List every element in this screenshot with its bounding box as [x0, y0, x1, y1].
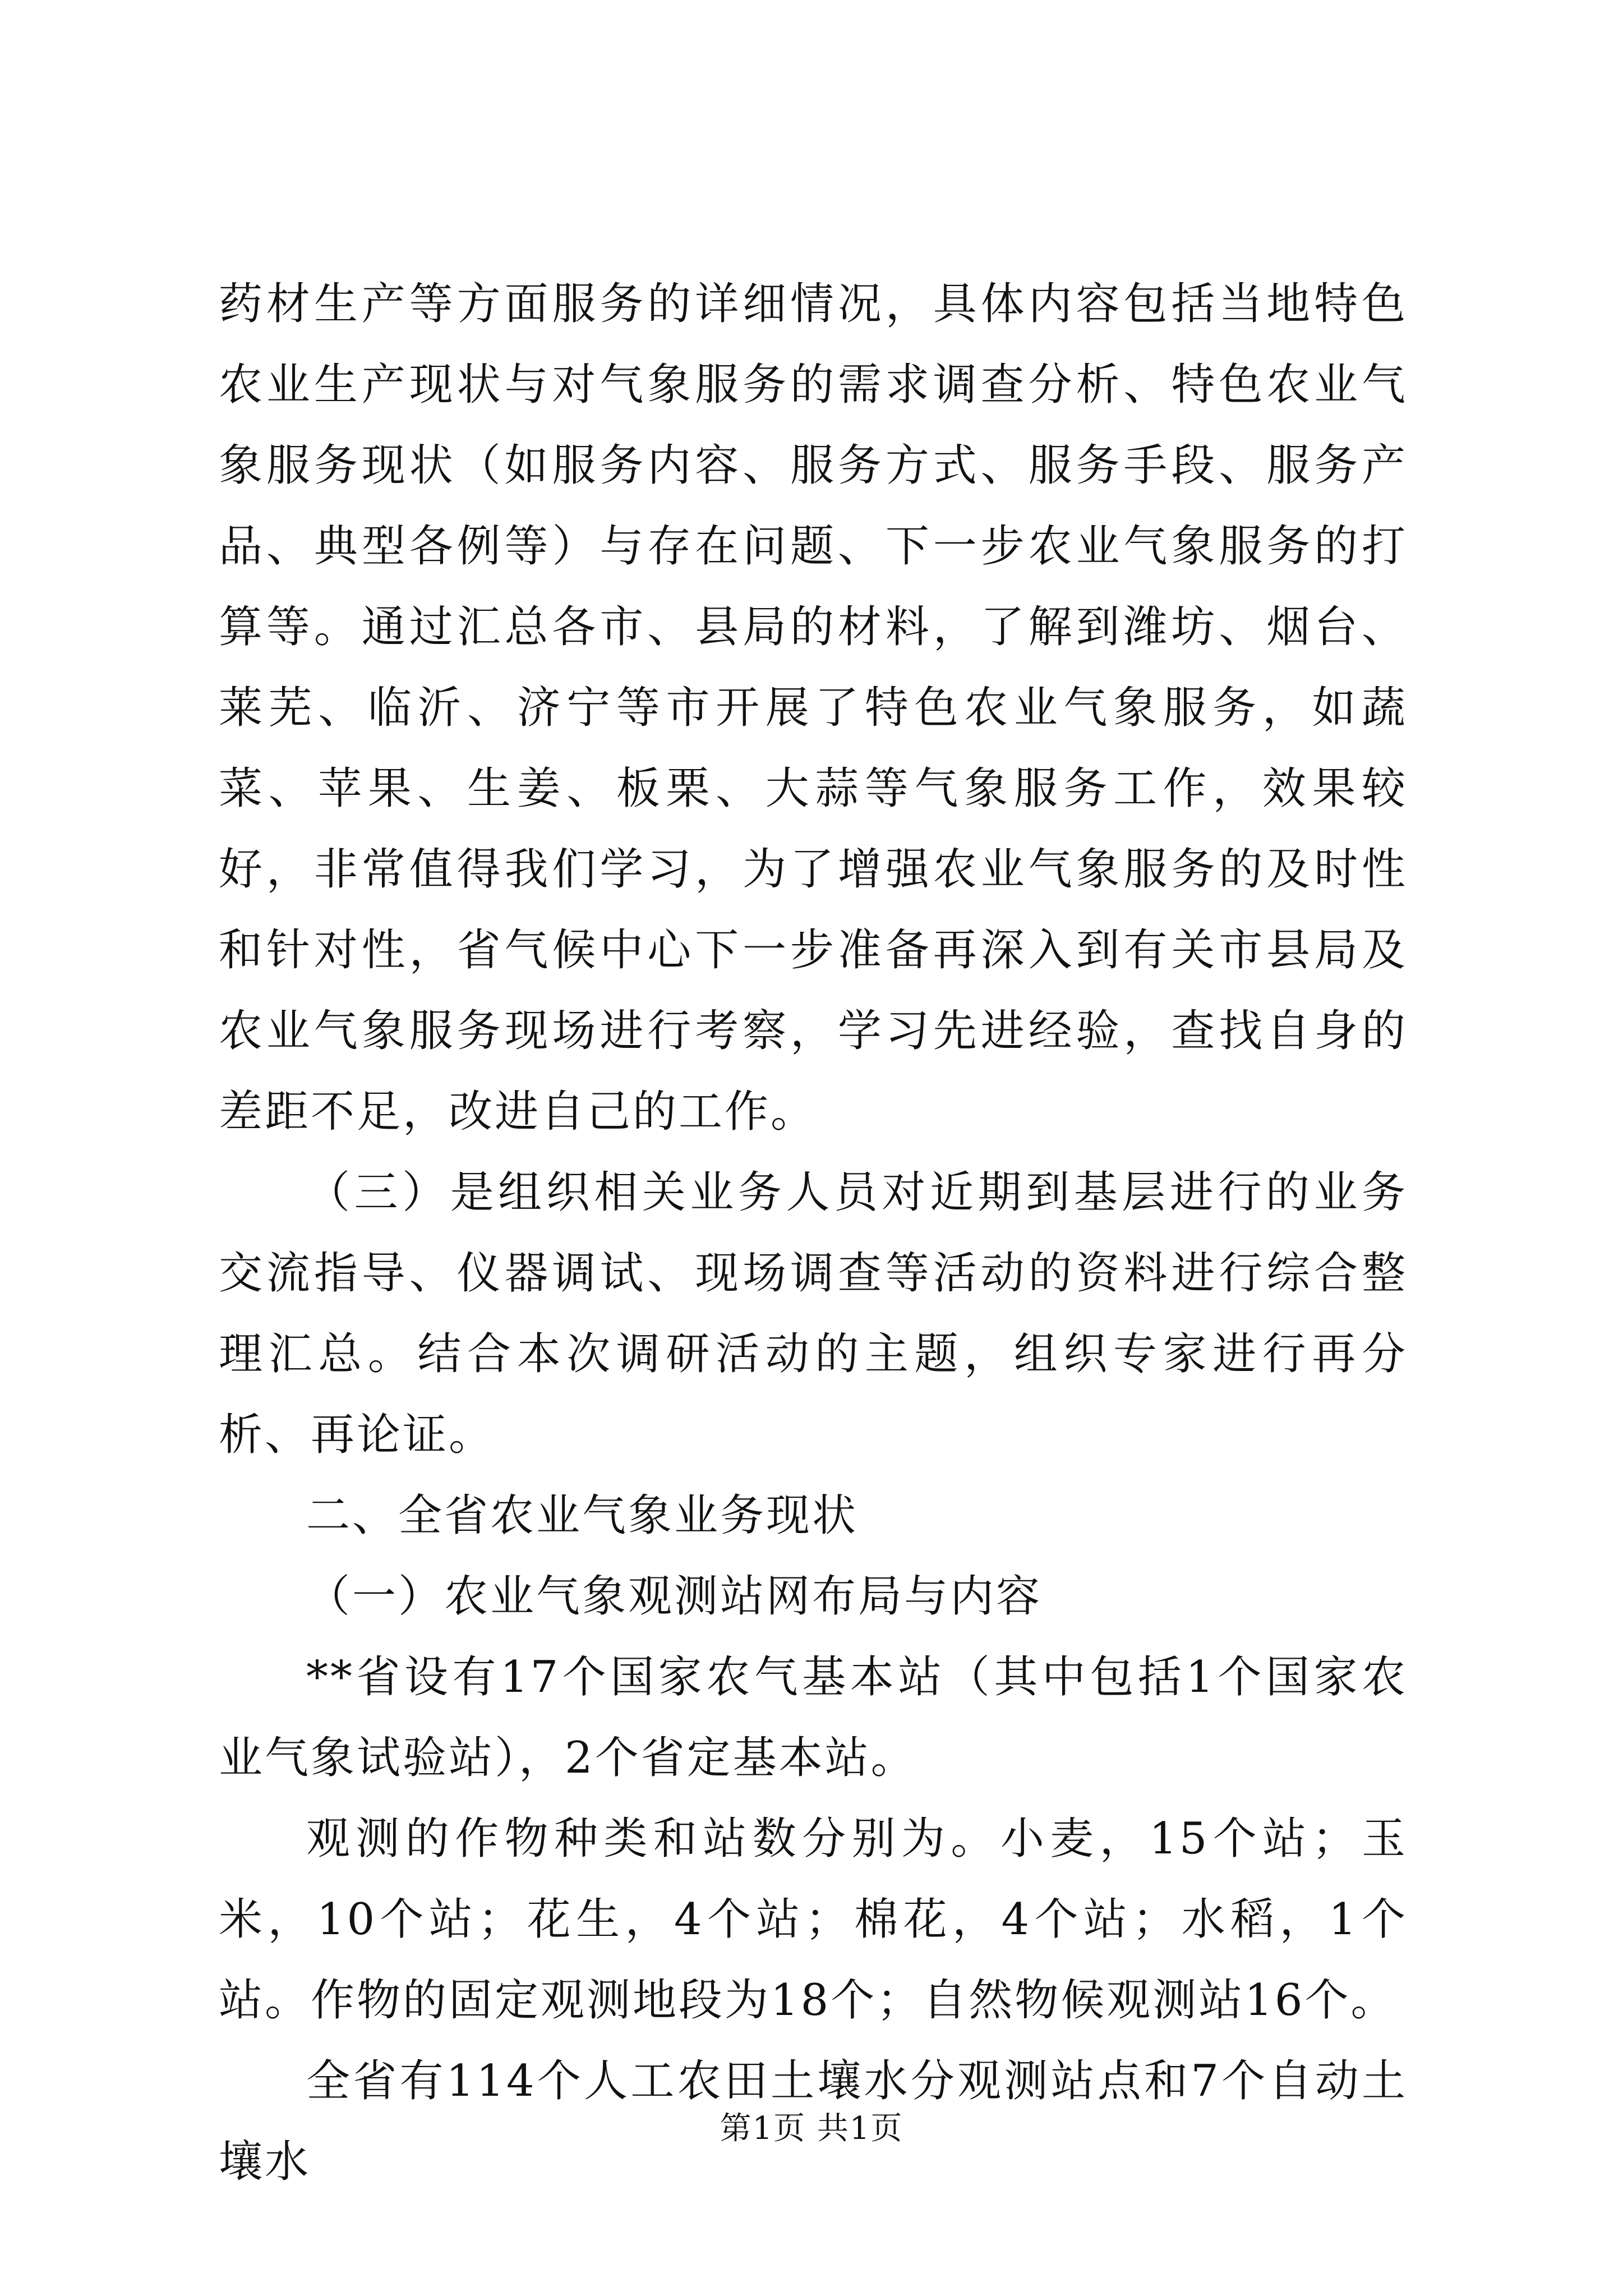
subsection-heading: （一）农业气象观测站网布局与内容 [306, 1571, 1043, 1622]
paragraph: （三）是组织相关业务人员对近期到基层进行的业务交流指导、仪器调试、现场调查等活动的资料进行综合整理汇总。结合本次调研活动的主题，组织专家进行再分析、再论证。 [219, 1167, 1408, 1460]
paragraph: **省设有17个国家农气基本站（其中包括1个国家农业气象试验站），2个省定基本站。 [219, 1652, 1408, 1783]
page-footer [0, 2106, 1623, 2151]
paragraph: 观测的作物种类和站数分别为。小麦，15个站；玉米，10个站；花生，4个站；棉花，4个站；水稻，1个站。作物的固定观测地段为18个；自然物候观测站16个。 [219, 1814, 1408, 2026]
document-body [219, 264, 1408, 2202]
page-number-label: 第1页 共1页 [720, 2110, 903, 2147]
paragraph: 全省有114个人工农田土壤水分观测站点和7个自动土壤水 [219, 2056, 1408, 2187]
paragraph: 药材生产等方面服务的详细情况，具体内容包括当地特色农业生产现状与对气象服务的需求调查分析、特色农业气象服务现状（如服务内容、服务方式、服务手段、服务产品、典型各例等）与存在问题、下一步农业气象服务的打算等。通过汇总各市、县局的材料，了解到潍坊、烟台、莱芜、临沂、济宁等市开展了特色农业气象服务，如蔬菜、苹果、生姜、板栗、大蒜等气象服务工作，效果较好，非常值得我们学习，为了增强农业气象服务的及时性和针对性，省气候中心下一步准备再深入到有关市县局及农业气象服务现场进行考察，学习先进经验，查找自身的差距不足，改进自己的工作。 [219, 279, 1408, 1137]
section-heading: 二、全省农业气象业务现状 [306, 1490, 859, 1541]
